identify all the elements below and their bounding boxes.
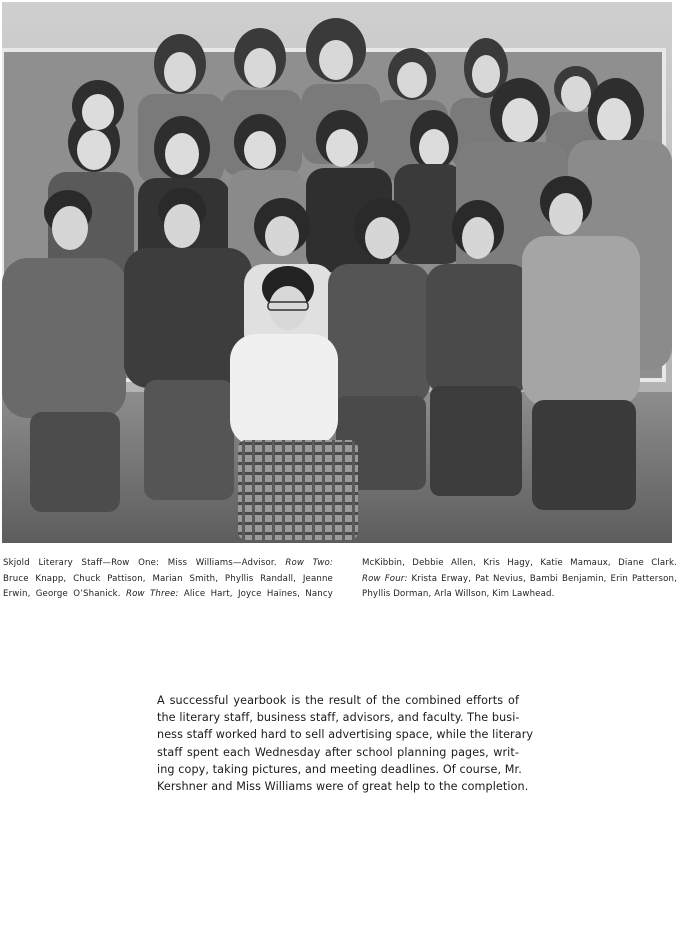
body-line: staff spent each Wednesday after school planning pages, writ- [157,745,519,759]
caption-text: Alice Hart, Joyce Haines, Nancy [178,589,333,600]
body-line: the literary staff, business staff, advisors, and faculty. The busi- [157,711,520,725]
group-photo [2,2,672,543]
caption-text: McKibbin, Debbie Allen, Kris Hagy, Katie Mamaux, Diane Clark. [362,558,677,568]
group-photo-illustration [2,2,672,543]
caption-row-label: Row Three: [125,589,179,600]
caption-left-line [3,587,333,603]
caption-left-line [3,572,333,588]
photo-caption-right [362,556,677,603]
caption-row-label: Row Two: [285,558,333,568]
caption-right-line [362,587,677,603]
body-paragraph [157,692,534,795]
caption-left-line [3,556,333,572]
caption-right-line [362,556,677,572]
body-line: A successful yearbook is the result of the combined efforts of [157,694,519,707]
body-line: ness staff worked hard to sell advertising space, while the literary [157,728,534,742]
caption-text: Skjold Literary Staff—Row One: Miss Williams—Advisor. [3,558,286,568]
photo-caption-left [3,556,333,603]
caption-text: Bruce Knapp, Chuck Pattison, Marian Smith, Phyllis Randall, Jeanne [3,573,333,584]
body-line: ing copy, taking pictures, and meeting deadlines. Of course, Mr. [157,762,522,776]
caption-text: Krista Erway, Pat Nevius, Bambi Benjamin, Erin Patterson, [407,573,677,584]
caption-text: Phyllis Dorman, Arla Willson, Kim Lawhead. [362,589,555,600]
caption-text: Erwin, George O’Shanick. [3,589,126,600]
body-line: Kershner and Miss Williams were of great help to the completion. [157,780,529,794]
caption-right-line [362,572,677,588]
caption-row-label: Row Four: [362,573,408,584]
